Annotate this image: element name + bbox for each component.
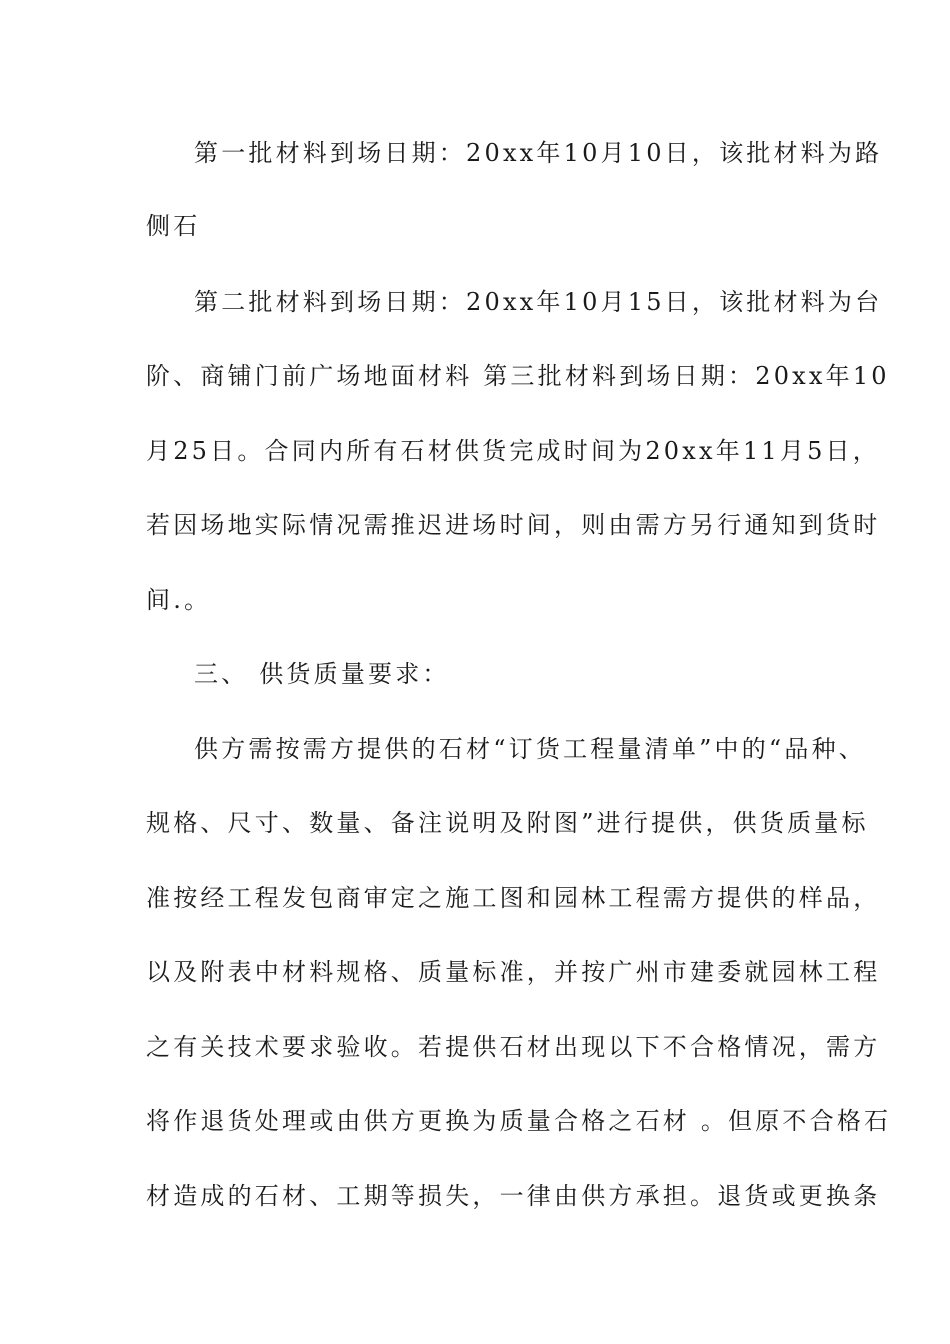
paragraph-line-13: 之有关技术要求验收。若提供石材出现以下不合格情况，需方 — [146, 1033, 881, 1061]
paragraph-line-15: 材造成的石材、工期等损失，一律由供方承担。退货或更换条 — [146, 1182, 881, 1210]
paragraph-line-3: 第二批材料到场日期：20xx年10月15日，该批材料为台 — [194, 288, 883, 316]
paragraph-line-5: 月25日。合同内所有石材供货完成时间为20xx年11月5日， — [146, 437, 880, 465]
paragraph-line-11: 准按经工程发包商审定之施工图和园林工程需方提供的样品， — [146, 884, 881, 912]
paragraph-line-9: 供方需按需方提供的石材“订货工程量清单”中的“品种、 — [194, 735, 867, 763]
paragraph-line-12: 以及附表中材料规格、质量标准，并按广州市建委就园林工程 — [146, 958, 881, 986]
paragraph-line-4: 阶、商铺门前广场地面材料 第三批材料到场日期：20xx年10 — [146, 362, 890, 390]
paragraph-line-14: 将作退货处理或由供方更换为质量合格之石材 。但原不合格石 — [146, 1107, 892, 1135]
paragraph-line-2: 侧石 — [146, 212, 201, 240]
section-heading: 三、 供货质量要求： — [194, 660, 450, 688]
paragraph-line-7: 间.。 — [146, 586, 212, 614]
paragraph-line-10: 规格、尺寸、数量、备注说明及附图”进行提供，供货质量标 — [146, 809, 869, 837]
paragraph-line-1: 第一批材料到场日期：20xx年10月10日，该批材料为路 — [194, 139, 883, 167]
paragraph-line-6: 若因场地实际情况需推迟进场时间，则由需方另行通知到货时 — [146, 511, 881, 539]
